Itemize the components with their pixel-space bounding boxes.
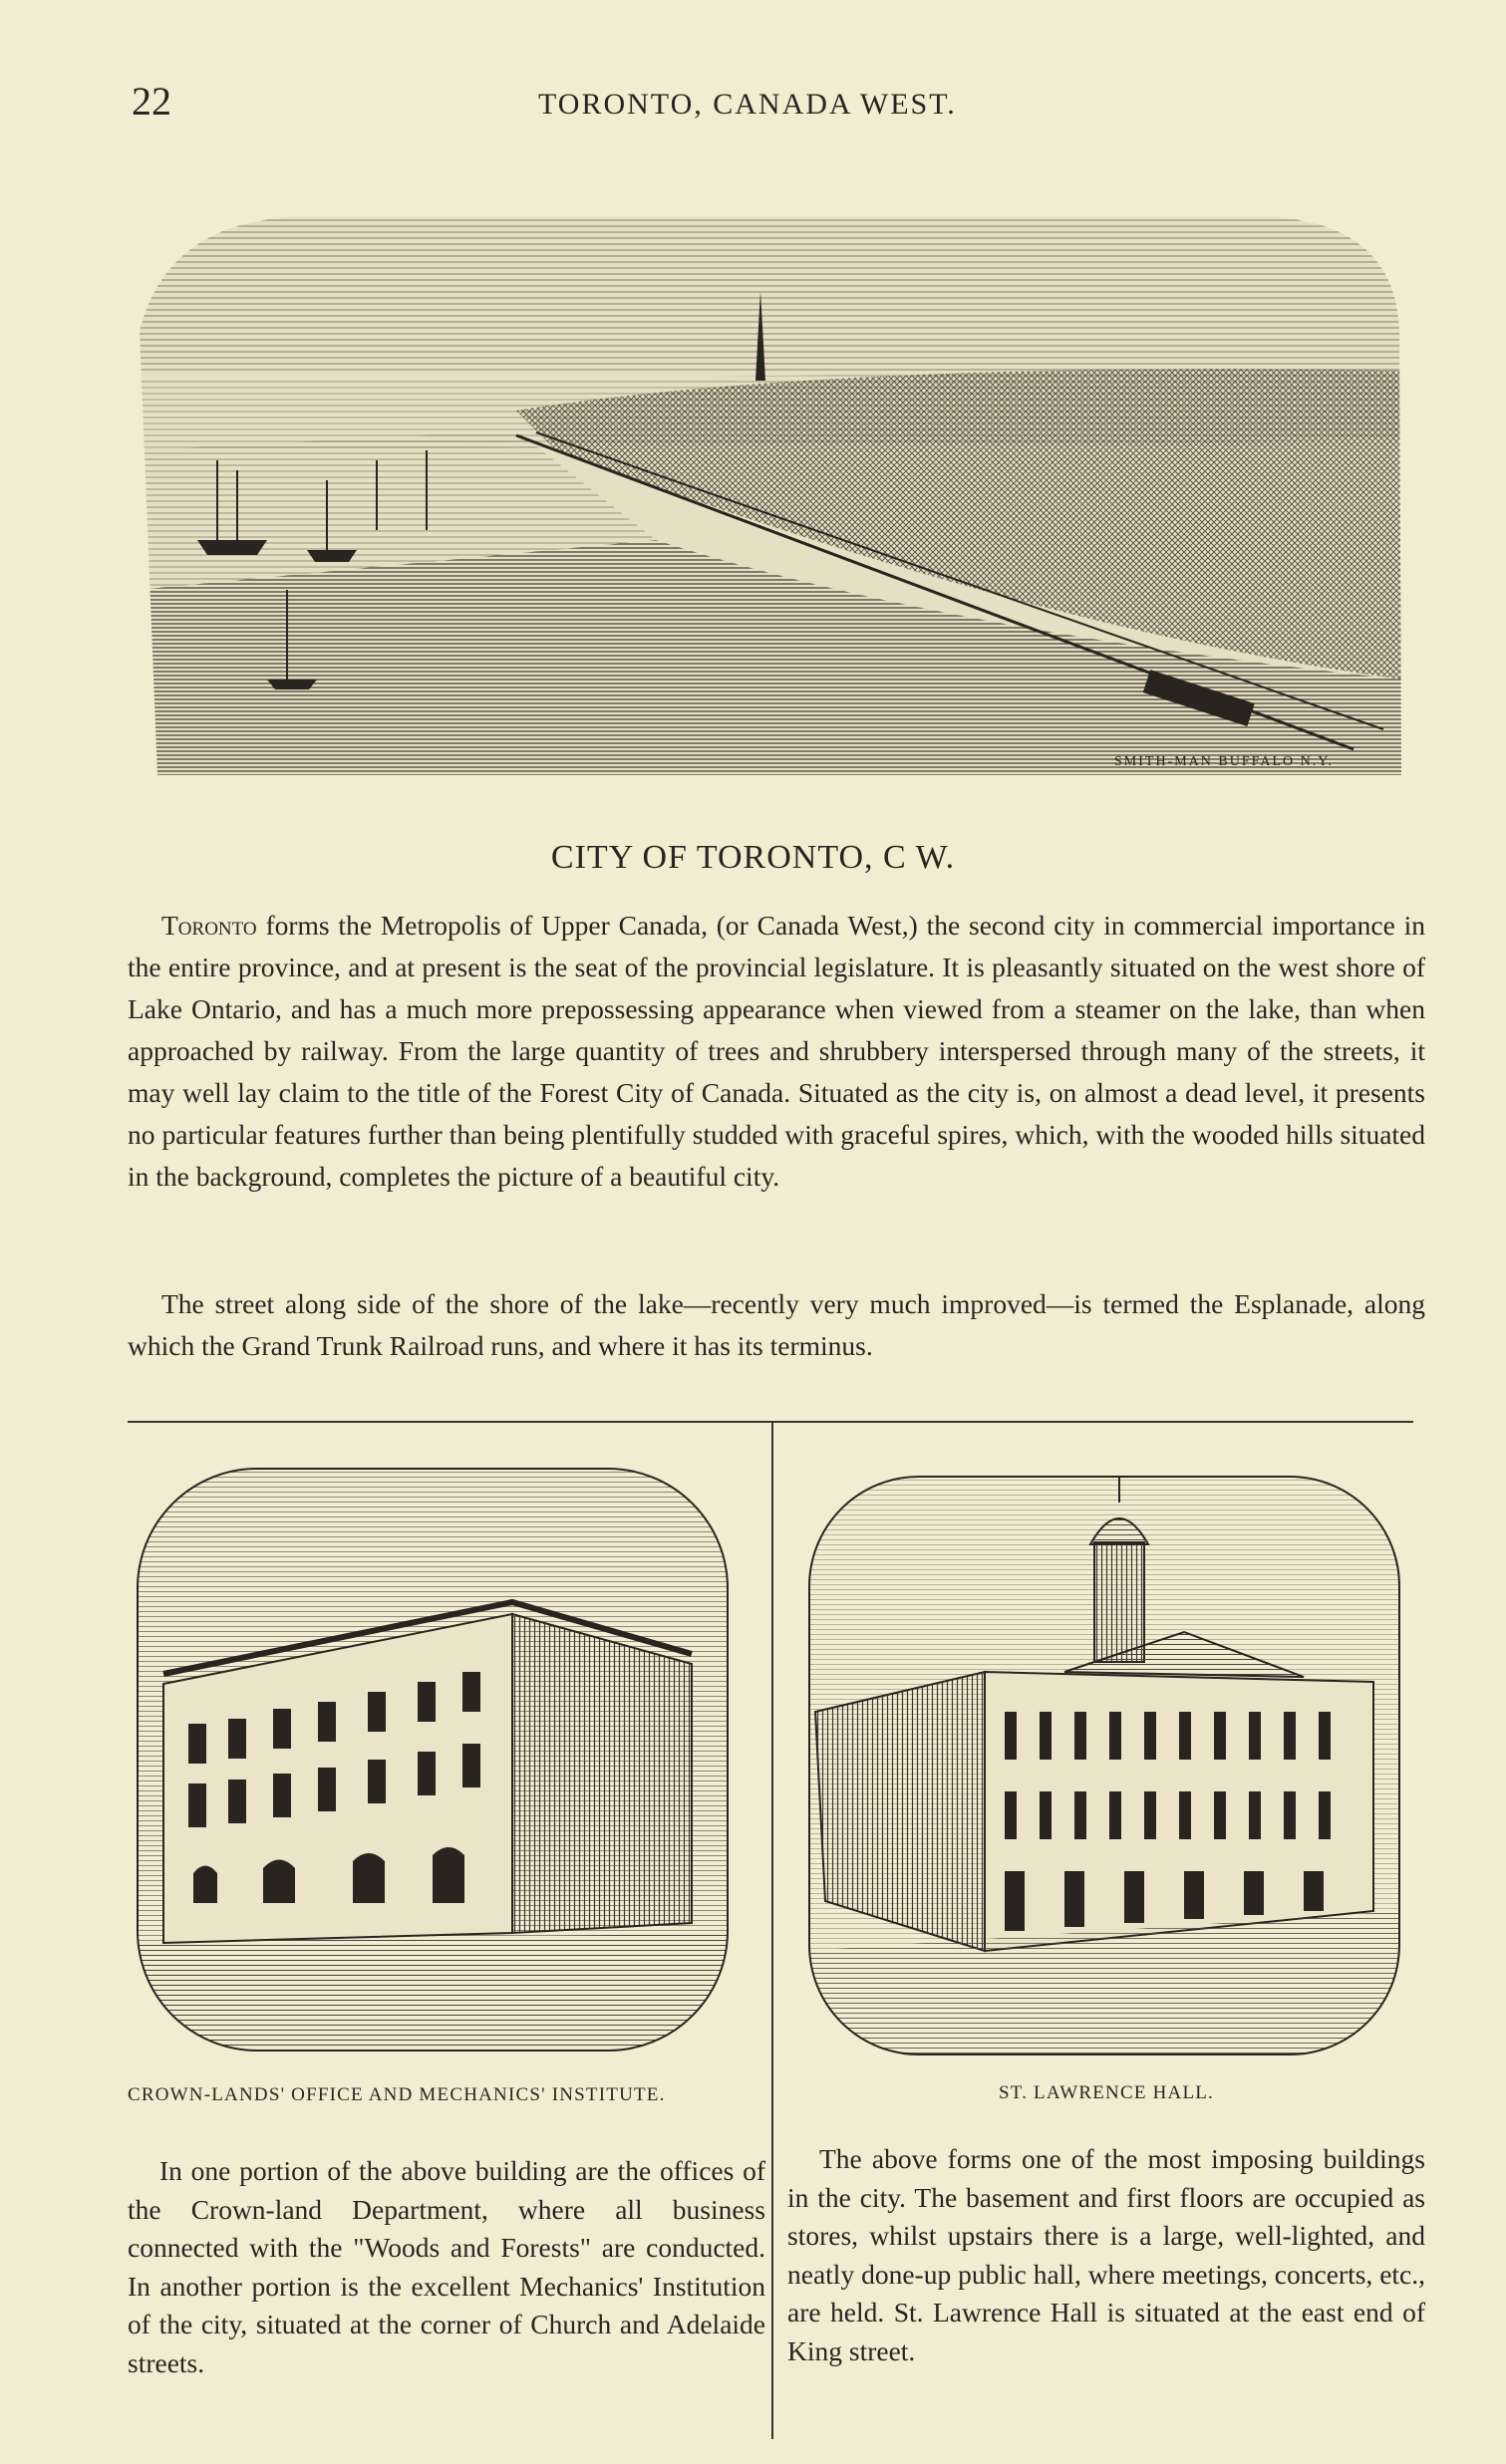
running-head bbox=[0, 78, 1506, 128]
running-title: TORONTO, CANADA WEST. bbox=[538, 88, 957, 121]
section-title: CITY OF TORONTO, C W. bbox=[550, 839, 956, 876]
page-number: 22 bbox=[132, 79, 171, 124]
st-lawrence-hall-engraving bbox=[805, 1473, 1403, 2058]
horizontal-divider bbox=[128, 1421, 1413, 1423]
paragraph-2: The street along side of the shore of the lake—recently very much improved—is termed the Esplanade, along which the Grand Trunk Railroad runs, and where it has its terminus. bbox=[128, 1288, 1425, 1361]
left-column-text: In one portion of the above building are the offices of the Crown-land Department, where all business connected with the "Woods and Forests" are conducted. In another portion is the excellent Mechanics' Institution of the city, situated at the corner of Church and Adelaide streets. bbox=[128, 2155, 765, 2378]
engraver-signature: SMITH-MAN BUFFALO N.Y. bbox=[1114, 754, 1335, 769]
paragraph-1-lead: Toronto bbox=[161, 910, 257, 941]
column-divider bbox=[771, 1423, 773, 2439]
right-caption: ST. LAWRENCE HALL. bbox=[998, 2082, 1215, 2103]
crown-lands-office-engraving bbox=[134, 1465, 732, 2054]
right-column-text: The above forms one of the most imposing buildings in the city. The basement and first floors are occupied as stores, whilst upstairs there is a large, well-lighted, and neatly done-up public hall, where meetings, concerts, etc., are held. St. Lawrence Hall is situated at the east end of King street. bbox=[787, 2143, 1425, 2366]
paragraph-1 bbox=[128, 905, 1425, 1198]
toronto-panorama-engraving bbox=[138, 211, 1403, 775]
paragraph-1-text: forms the Metropolis of Upper Canada, (or Canada West,) the second city in commercial importance in the entire province, and at present is the seat of the provincial legislature. It is pleasantly situated on the west shore of Lake Ontario, and has a much more prepossessing appearance when viewed from a steamer on the lake, than when approached by railway. From the large quantity of trees and shrubbery interspersed through many of the streets, it may well lay claim to the title of the Forest City of Canada. Situated as the city is, on almost a dead level, it presents no particular features further than being plentifully studded with graceful spires, which, with the wooded hills situated in the background, completes the picture of a beautiful city. bbox=[128, 910, 1425, 1192]
left-caption: CROWN-LANDS' OFFICE AND MECHANICS' INSTITUTE. bbox=[128, 2084, 666, 2105]
